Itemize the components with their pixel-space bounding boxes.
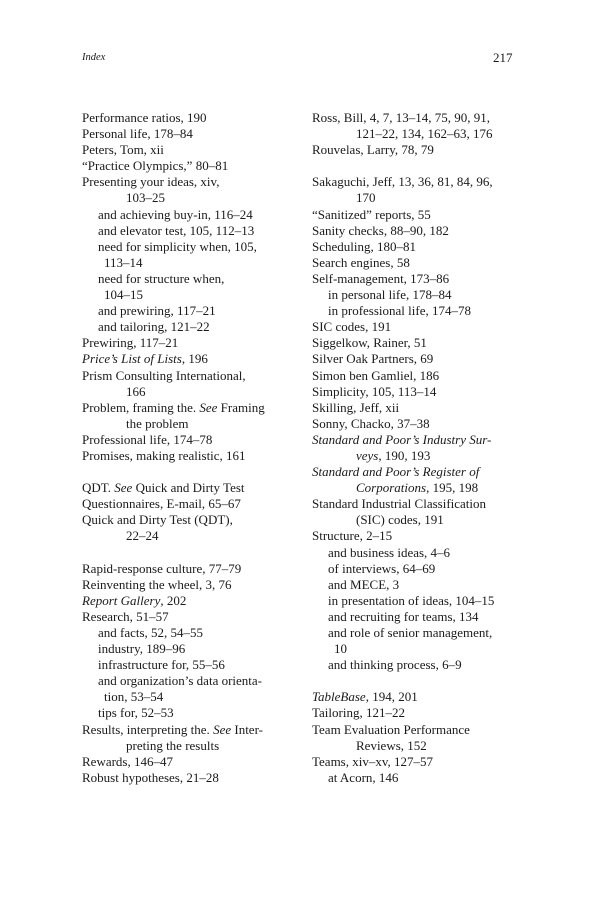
index-entry-continuation: the problem [126, 415, 189, 431]
index-entry: Silver Oak Partners, 69 [312, 351, 434, 367]
index-entry: “Practice Olympics,” 80–81 [82, 158, 229, 174]
index-entry-continuation: 22–24 [126, 528, 159, 544]
entry-italic-title: Report Gallery [82, 592, 161, 608]
letter-group-spacer [82, 464, 292, 480]
entry-pages: , 194, 201 [365, 689, 418, 705]
index-entry [82, 593, 292, 609]
index-subentry: need for simplicity when, 105, [98, 238, 257, 254]
index-subentry: tips for, 52–53 [98, 705, 174, 721]
index-entry [82, 480, 292, 496]
letter-group-spacer [312, 673, 522, 689]
index-column-left [82, 110, 292, 786]
index-entry: Siggelkow, Rainer, 51 [312, 335, 427, 351]
index-entry: Skilling, Jeff, xii [312, 399, 400, 415]
index-subentry: in presentation of ideas, 104–15 [328, 592, 495, 608]
index-entry: Rapid-response culture, 77–79 [82, 560, 242, 576]
index-entry [312, 689, 522, 705]
entry-pages: , 202 [160, 592, 187, 608]
index-entry: Sonny, Chacko, 37–38 [312, 415, 430, 431]
index-entry: Search engines, 58 [312, 254, 410, 270]
see-reference-label: See [114, 480, 133, 496]
index-subentry-continuation: tion, 53–54 [104, 689, 164, 705]
index-subentry: and achieving buy-in, 116–24 [98, 206, 253, 222]
index-subentry: need for structure when, [98, 270, 225, 286]
index-entry: Personal life, 178–84 [82, 126, 193, 142]
index-entry: Team Evaluation Performance [312, 721, 470, 737]
index-entry [82, 722, 292, 738]
index-subentry: infrastructure for, 55–56 [98, 657, 225, 673]
index-entry-continuation: preting the results [126, 737, 220, 753]
index-entry: Presenting your ideas, xiv, [82, 174, 220, 190]
index-entry [82, 400, 292, 416]
index-entry-continuation [312, 448, 522, 464]
page-number: 217 [493, 50, 513, 65]
index-entry: Standard and Poor’s Register of [312, 464, 480, 480]
index-entry: Teams, xiv–xv, 127–57 [312, 753, 434, 769]
entry-term: Results, interpreting the. [82, 721, 214, 737]
index-subentry: of interviews, 64–69 [328, 560, 436, 576]
running-head: Index [82, 52, 106, 63]
see-reference-label: See [199, 399, 218, 415]
index-subentry: and recruiting for teams, 134 [328, 608, 479, 624]
index-entry: Rewards, 146–47 [82, 753, 173, 769]
entry-pages: , 195, 198 [426, 480, 479, 496]
index-subentry: and tailoring, 121–22 [98, 319, 210, 335]
letter-group-spacer [312, 158, 522, 174]
index-subentry: and elevator test, 105, 112–13 [98, 222, 255, 238]
index-entry-continuation: 170 [356, 190, 376, 206]
index-subentry: and prewiring, 117–21 [98, 303, 216, 319]
index-subentry: and thinking process, 6–9 [328, 657, 462, 673]
index-entry: Questionnaires, E-mail, 65–67 [82, 496, 241, 512]
see-reference-target: Inter- [231, 721, 263, 737]
index-subentry: and MECE, 3 [328, 576, 400, 592]
entry-italic-title: veys [356, 447, 379, 463]
index-subentry: and business ideas, 4–6 [328, 544, 451, 560]
index-subentry: and facts, 52, 54–55 [98, 625, 204, 640]
index-entry [82, 351, 292, 367]
index-entry: Sakaguchi, Jeff, 13, 36, 81, 84, 96, [312, 174, 493, 190]
index-entry: Simon ben Gamliel, 186 [312, 367, 440, 383]
index-entry: Professional life, 174–78 [82, 431, 213, 447]
index-entry: Quick and Dirty Test (QDT), [82, 512, 233, 528]
index-entry: SIC codes, 191 [312, 319, 392, 335]
index-entry: Standard and Poor’s Industry Sur- [312, 431, 492, 447]
index-entry: Prewiring, 117–21 [82, 335, 179, 351]
entry-pages: , 190, 193 [378, 447, 431, 463]
index-entry: Standard Industrial Classification [312, 496, 487, 512]
index-entry: Sanity checks, 88–90, 182 [312, 222, 449, 238]
index-entry: “Sanitized” reports, 55 [312, 206, 431, 222]
index-entry: Simplicity, 105, 113–14 [312, 383, 437, 399]
index-column-right [312, 110, 522, 786]
see-reference-target: Framing [217, 399, 265, 415]
index-subentry: and organization’s data orienta- [98, 673, 263, 689]
index-entry: Peters, Tom, xii [82, 142, 164, 158]
index-entry-continuation: Reviews, 152 [356, 737, 427, 753]
index-entry: Reinventing the wheel, 3, 76 [82, 576, 232, 592]
index-subentry: at Acorn, 146 [328, 769, 399, 785]
index-entry: Performance ratios, 190 [82, 110, 207, 125]
index-entry: Structure, 2–15 [312, 528, 393, 544]
index-subentry: in personal life, 178–84 [328, 287, 452, 303]
index-subentry: in professional life, 174–78 [328, 303, 471, 319]
index-entry: Self-management, 173–86 [312, 270, 450, 286]
entry-italic-title: Corporations [356, 480, 427, 496]
entry-italic-title: TableBase [312, 689, 366, 705]
index-entry-continuation [312, 480, 522, 496]
index-entry-continuation: 166 [126, 383, 146, 399]
index-entry-continuation: 103–25 [126, 190, 165, 206]
index-subentry: industry, 189–96 [98, 641, 186, 657]
index-subentry-continuation: 113–14 [104, 254, 143, 270]
index-entry: Ross, Bill, 4, 7, 13–14, 75, 90, 91, [312, 110, 491, 125]
index-entry: Prism Consulting International, [82, 367, 246, 383]
index-entry: Scheduling, 180–81 [312, 238, 416, 254]
index-entry: Rouvelas, Larry, 78, 79 [312, 142, 434, 158]
entry-term: QDT. [82, 480, 115, 496]
see-reference-label: See [213, 721, 232, 737]
index-subentry-continuation: 10 [334, 641, 347, 657]
entry-italic-title: Price’s List of Lists [82, 351, 182, 367]
index-entry: Tailoring, 121–22 [312, 705, 405, 721]
index-entry: Promises, making realistic, 161 [82, 447, 246, 463]
index-entry-continuation: (SIC) codes, 191 [356, 512, 444, 528]
index-entry: Research, 51–57 [82, 608, 169, 624]
see-reference-target: Quick and Dirty Test [132, 480, 245, 496]
index-subentry-continuation: 104–15 [104, 287, 143, 303]
entry-term: Problem, framing the. [82, 399, 200, 415]
index-entry-continuation: 121–22, 134, 162–63, 176 [356, 126, 493, 142]
letter-group-spacer [82, 545, 292, 561]
index-entry: Robust hypotheses, 21–28 [82, 769, 219, 785]
entry-pages: , 196 [181, 351, 208, 367]
index-subentry: and role of senior management, [328, 625, 493, 640]
